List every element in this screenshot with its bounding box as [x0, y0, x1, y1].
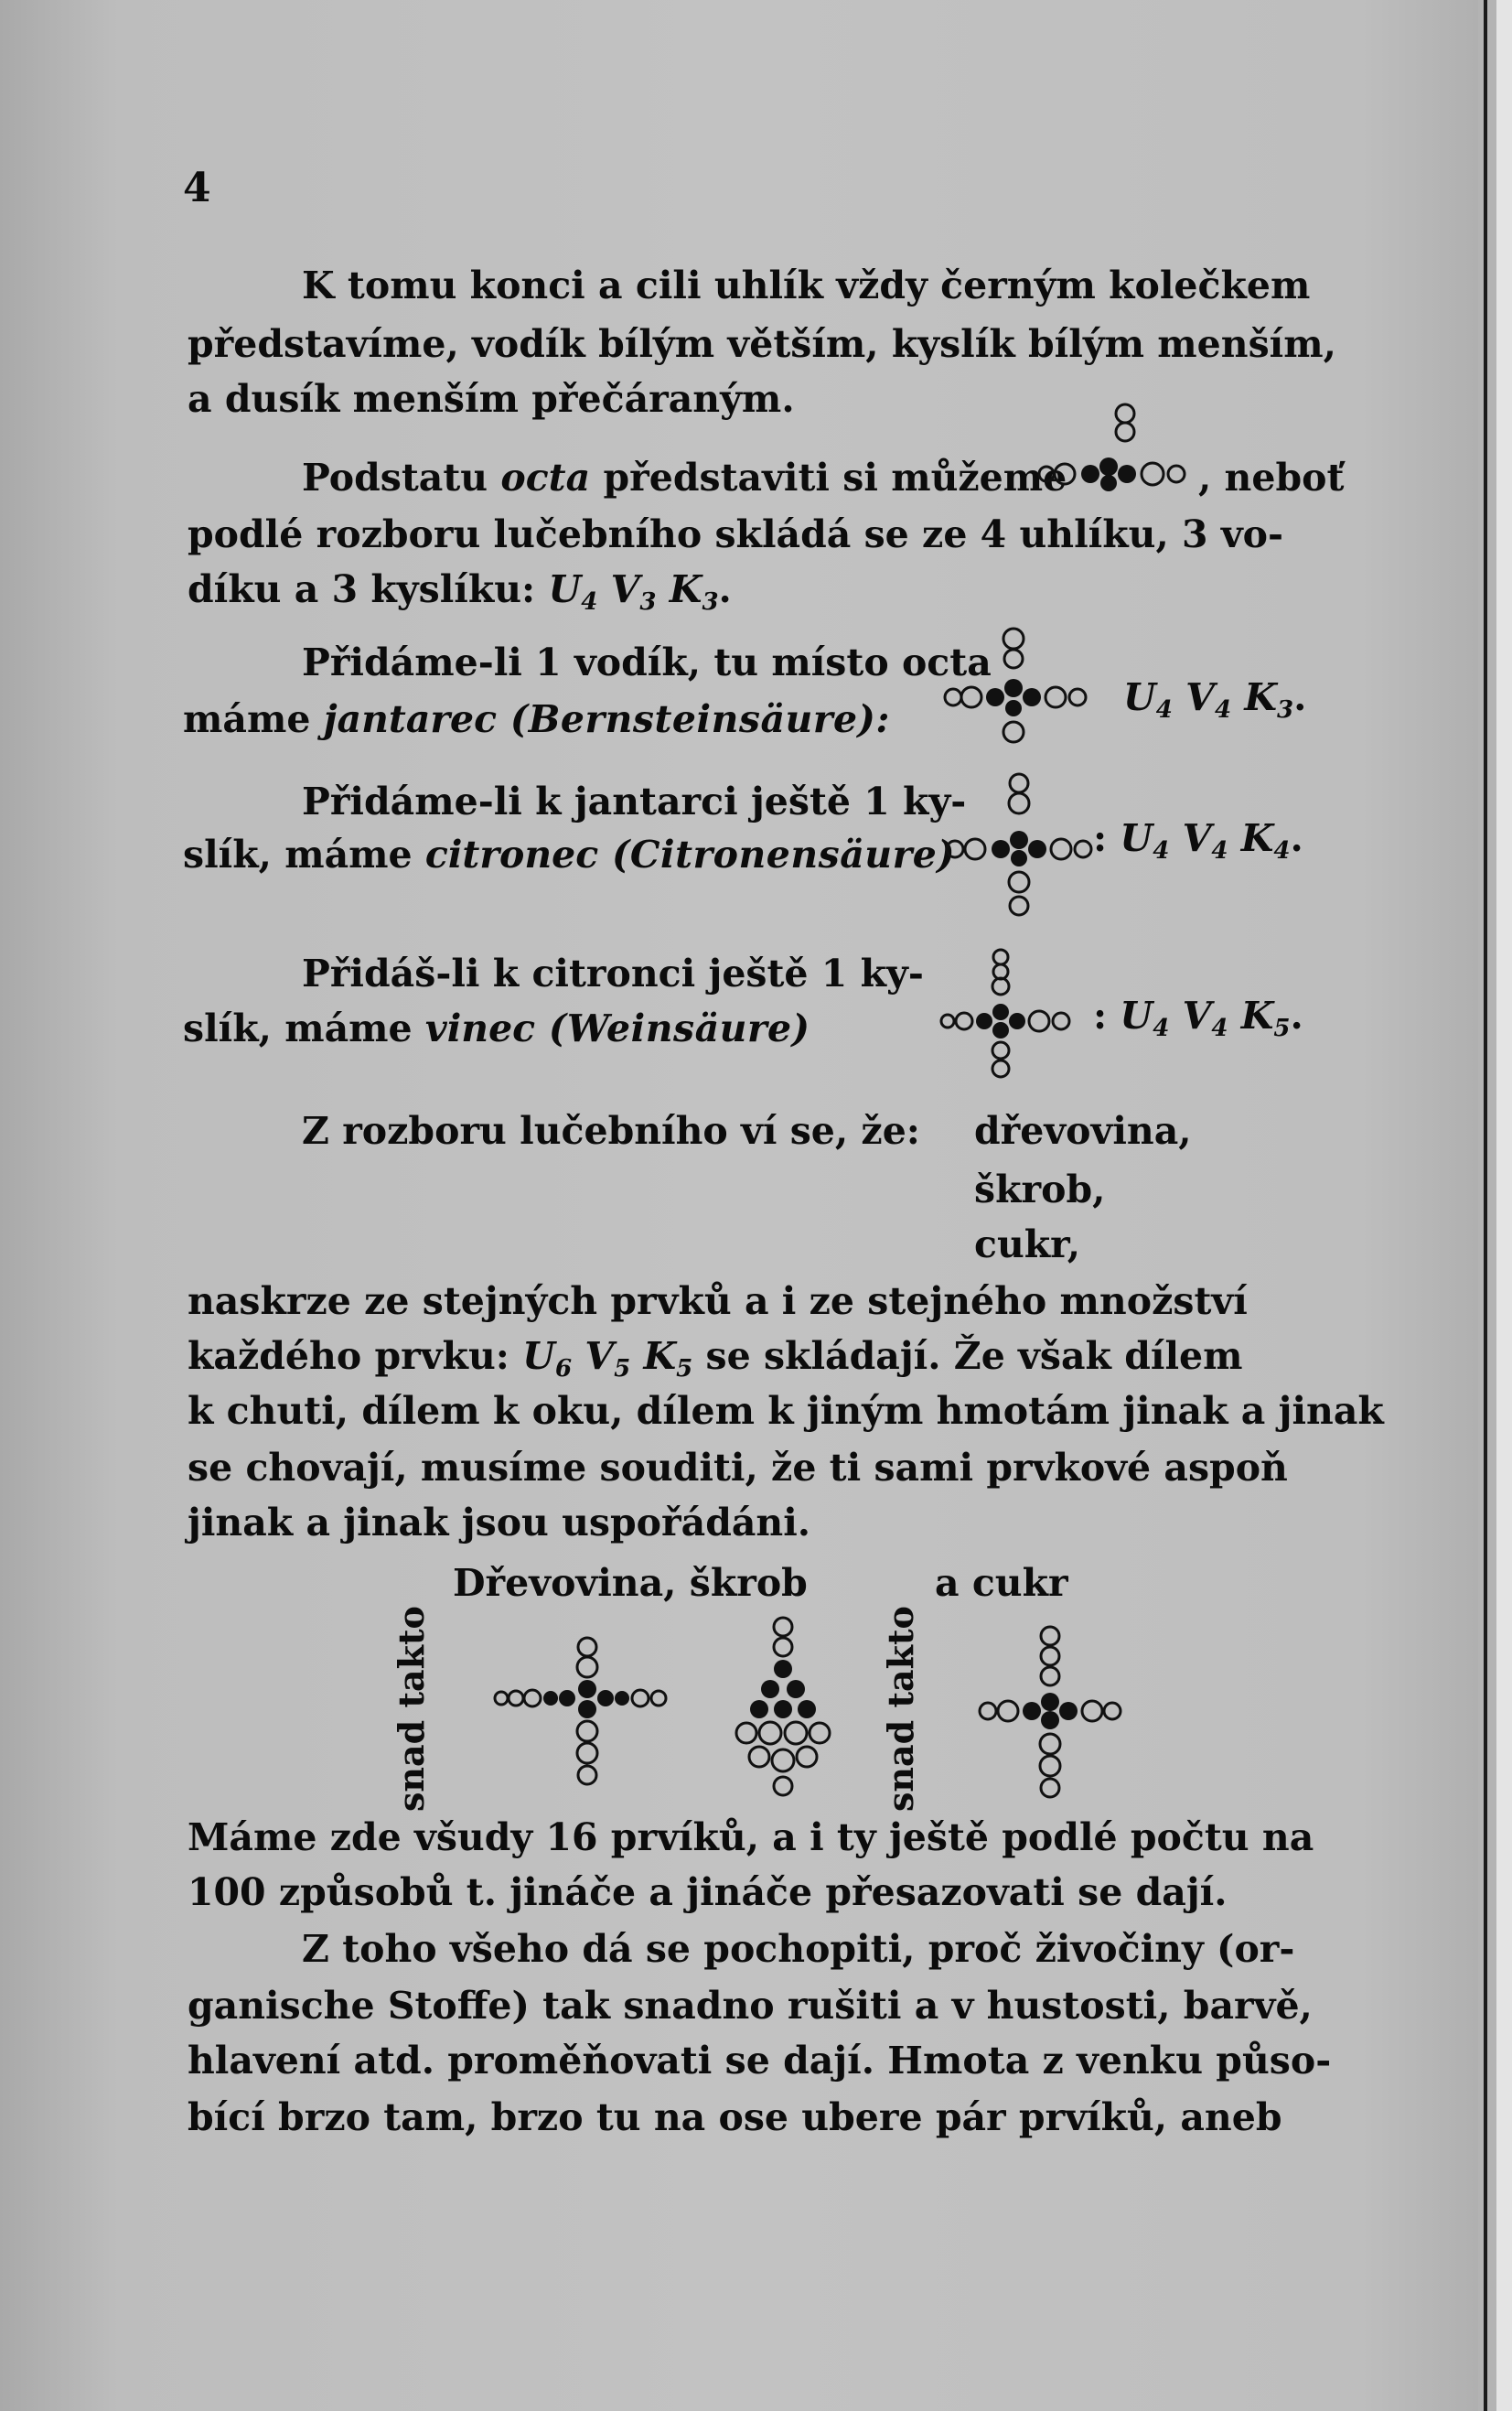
p8-line-1: Z toho všeho dá se pochopiti, proč živočiny (or-: [302, 1927, 1295, 1971]
p5-line-1: Přidáš-li k citronci ještě 1 ky-: [302, 952, 924, 996]
p6-line-5: se chovají, musíme souditi, že ti sami prvkové aspoň: [188, 1446, 1288, 1490]
formula-tartaric: : $U_4$ $V_4$ $K_5$.: [1093, 994, 1303, 1042]
p3-line-1: Přidáme-li 1 vodík, tu místo octa: [302, 640, 992, 684]
p6-line-1: Z rozboru lučebního ví se, že:: [302, 1109, 920, 1153]
p8-line-2: ganische Stoffe) tak snadno rušiti a v hustosti, barvě,: [188, 1984, 1313, 2028]
wood-molecule-diagram: [494, 1636, 677, 1801]
p6-line-4: k chuti, dílem k oku, dílem k jiným hmotám jinak a jinak: [188, 1389, 1384, 1433]
side-label-1: snad takto: [391, 1606, 432, 1812]
p6-line-3: každého prvku: $U_6$ $V_5$ $K_5$ se skládají. Že však dílem: [188, 1334, 1243, 1383]
list-item-wood: dřevovina,: [974, 1109, 1192, 1153]
p5-line-2: slík, máme vinec (Weinsäure): [183, 1006, 810, 1050]
diagram-heading-sugar: a cukr: [935, 1561, 1068, 1605]
p2-line-2: podlé rozboru lučebního skládá se ze 4 uhlíku, 3 vo-: [188, 512, 1284, 556]
page-edge-shadow: [1484, 0, 1487, 2411]
p2-line-1-end: , neboť: [1198, 456, 1345, 500]
side-label-2: snad takto: [880, 1606, 921, 1812]
p4-line-1: Přidáme-li k jantarci ještě 1 ky-: [302, 780, 967, 823]
tartaric-acid-molecule-diagram: [938, 948, 1099, 1085]
list-item-starch: škrob,: [974, 1168, 1106, 1211]
p6-line-6: jinak a jinak jsou uspořádáni.: [188, 1501, 811, 1545]
list-item-sugar: cukr,: [974, 1222, 1081, 1266]
citric-acid-molecule-diagram: [944, 770, 1105, 931]
p1-line-2: představíme, vodík bílým větším, kyslík bílým menším,: [188, 322, 1336, 366]
formula-cellulose: $U_6$ $V_5$ $K_5$: [522, 1334, 693, 1383]
page-number: 4: [183, 165, 211, 211]
acetic-acid-molecule-diagram: [1035, 401, 1196, 492]
p7-line-2: 100 způsobů t. jináče a jináče přesazovati se dají.: [188, 1870, 1228, 1914]
p8-line-4: bící brzo tam, brzo tu na ose ubere pár prvíků, aneb: [188, 2095, 1282, 2139]
p3-line-2: máme jantarec (Bernsteinsäure):: [183, 697, 891, 741]
page-edge-margin: [1496, 0, 1512, 2411]
formula-succinic: $U_4$ $V_4$ $K_3$.: [1123, 675, 1307, 724]
succinic-acid-molecule-diagram: [940, 624, 1096, 761]
starch-molecule-diagram: [732, 1614, 842, 1806]
diagram-heading-wood-starch: Dřevovina, škrob: [453, 1561, 808, 1605]
p7-line-1: Máme zde všudy 16 prvíků, a i ty ještě podlé počtu na: [188, 1815, 1314, 1859]
p8-line-3: hlavení atd. proměňovati se dají. Hmota z venku půso-: [188, 2039, 1332, 2083]
formula-acetic: $U_4$ $V_3$ $K_3$: [548, 567, 719, 616]
p2-line-1: Podstatu octa představiti si můžeme: [302, 456, 1067, 500]
p6-line-2: naskrze ze stejných prvků a i ze stejného množství: [188, 1279, 1248, 1323]
p1-line-3: a dusík menším přečáraným.: [188, 377, 795, 421]
formula-citric: : $U_4$ $V_4$ $K_4$.: [1093, 816, 1303, 865]
p4-line-2: slík, máme citronec (Citronensäure): [183, 833, 956, 877]
p1-line-1: K tomu konci a cili uhlík vždy černým kolečkem: [302, 264, 1311, 307]
sugar-molecule-diagram: [977, 1625, 1123, 1808]
p2-line-3: díku a 3 kyslíku: $U_4$ $V_3$ $K_3$.: [188, 567, 732, 616]
